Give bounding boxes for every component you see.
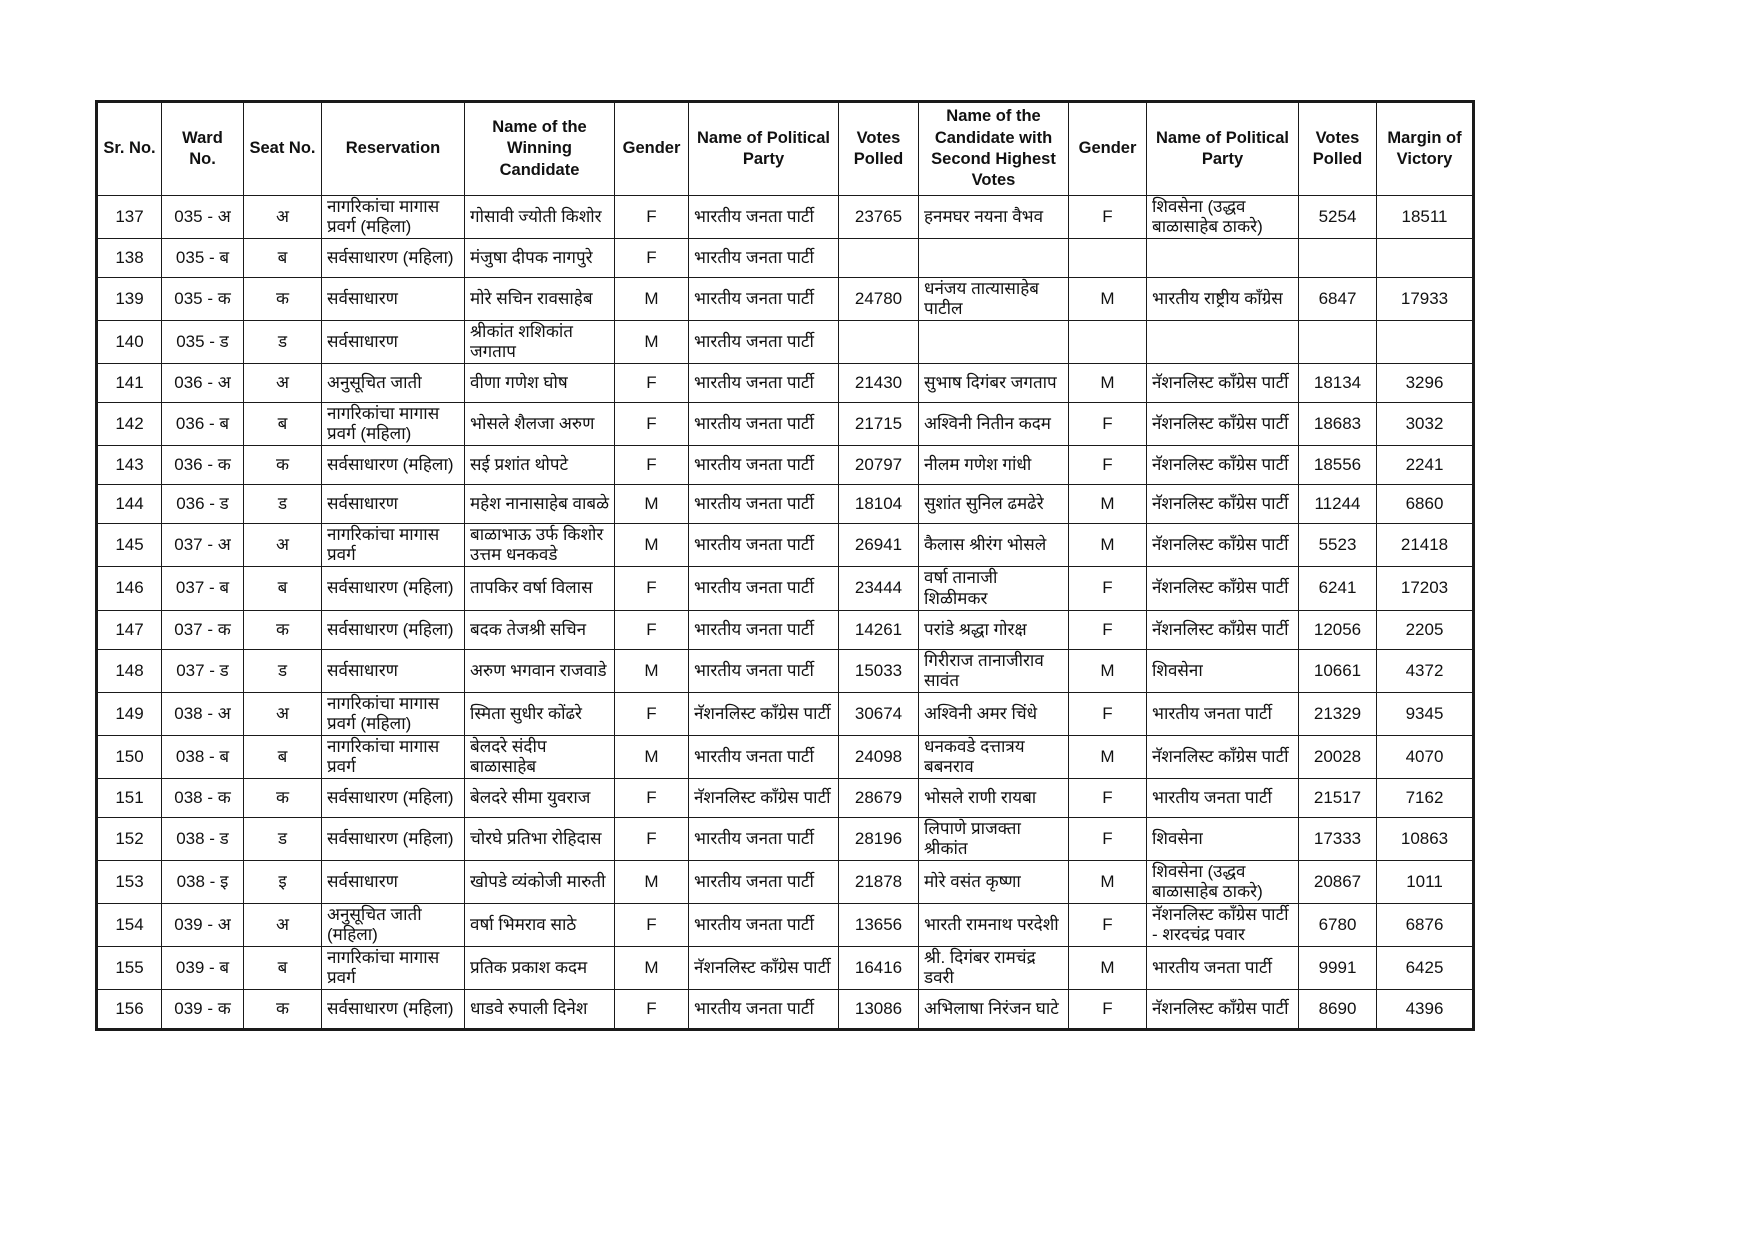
table-cell: M xyxy=(1069,524,1147,567)
table-cell: श्रीकांत शशिकांत जगताप xyxy=(465,321,615,364)
table-cell: नॅशनलिस्ट काँग्रेस पार्टी xyxy=(1147,735,1299,778)
table-cell: F xyxy=(615,610,689,649)
table-cell: अ xyxy=(244,196,322,239)
table-cell: सर्वसाधारण (महिला) xyxy=(322,610,465,649)
column-header: Sr. No. xyxy=(97,102,162,196)
table-cell: ड xyxy=(244,649,322,692)
table-cell: 6425 xyxy=(1377,947,1474,990)
table-cell: 4396 xyxy=(1377,990,1474,1030)
table-cell: 038 - ब xyxy=(162,735,244,778)
table-cell: F xyxy=(615,364,689,403)
table-cell: 038 - क xyxy=(162,778,244,817)
table-cell: भोसले शैलजा अरुण xyxy=(465,403,615,446)
table-cell: अरुण भगवान राजवाडे xyxy=(465,649,615,692)
table-cell: 152 xyxy=(97,817,162,860)
table-cell xyxy=(1299,321,1377,364)
table-cell: नागरिकांचा मागास प्रवर्ग (महिला) xyxy=(322,403,465,446)
table-cell: नॅशनलिस्ट काँग्रेस पार्टी xyxy=(1147,446,1299,485)
table-cell: M xyxy=(615,649,689,692)
table-cell: 1011 xyxy=(1377,860,1474,903)
table-cell: 035 - ब xyxy=(162,239,244,278)
table-cell: 10661 xyxy=(1299,649,1377,692)
table-cell: शिवसेना xyxy=(1147,649,1299,692)
table-cell: भारतीय जनता पार्टी xyxy=(689,817,839,860)
table-cell: धनंजय तात्यासाहेब पाटील xyxy=(919,278,1069,321)
table-cell: 140 xyxy=(97,321,162,364)
table-row xyxy=(97,610,1474,649)
table-cell: M xyxy=(1069,735,1147,778)
table-cell: 039 - अ xyxy=(162,904,244,947)
table-cell: 154 xyxy=(97,904,162,947)
table-row xyxy=(97,990,1474,1030)
table-cell: मोरे वसंत कृष्णा xyxy=(919,860,1069,903)
table-cell: 24780 xyxy=(839,278,919,321)
table-cell: भारतीय जनता पार्टी xyxy=(689,860,839,903)
table-cell: 15033 xyxy=(839,649,919,692)
table-cell: वीणा गणेश घोष xyxy=(465,364,615,403)
table-cell: F xyxy=(1069,692,1147,735)
table-cell: 6876 xyxy=(1377,904,1474,947)
table-cell: 5254 xyxy=(1299,196,1377,239)
table-cell: 146 xyxy=(97,567,162,610)
table-cell: सर्वसाधारण (महिला) xyxy=(322,567,465,610)
table-row xyxy=(97,239,1474,278)
table-cell: F xyxy=(1069,990,1147,1030)
table-cell: F xyxy=(615,990,689,1030)
table-cell: भारतीय जनता पार्टी xyxy=(1147,947,1299,990)
table-cell: बदक तेजश्री सचिन xyxy=(465,610,615,649)
table-cell: बेलदरे सीमा युवराज xyxy=(465,778,615,817)
table-cell: 147 xyxy=(97,610,162,649)
table-cell: 11244 xyxy=(1299,485,1377,524)
table-cell: सर्वसाधारण (महिला) xyxy=(322,778,465,817)
table-cell: नॅशनलिस्ट काँग्रेस पार्टी xyxy=(1147,610,1299,649)
table-cell: F xyxy=(1069,567,1147,610)
table-cell: अश्विनी अमर चिंधे xyxy=(919,692,1069,735)
table-cell: सर्वसाधारण (महिला) xyxy=(322,446,465,485)
table-cell: 037 - ब xyxy=(162,567,244,610)
table-cell: 038 - ड xyxy=(162,817,244,860)
table-cell: नॅशनलिस्ट काँग्रेस पार्टी xyxy=(1147,990,1299,1030)
table-cell: नागरिकांचा मागास प्रवर्ग (महिला) xyxy=(322,196,465,239)
column-header: Votes Polled xyxy=(839,102,919,196)
table-cell: 26941 xyxy=(839,524,919,567)
table-cell: भारती रामनाथ परदेशी xyxy=(919,904,1069,947)
column-header: Name of Political Party xyxy=(689,102,839,196)
table-cell: भारतीय राष्ट्रीय काँग्रेस xyxy=(1147,278,1299,321)
table-cell: ड xyxy=(244,321,322,364)
column-header: Gender xyxy=(615,102,689,196)
table-cell: 038 - अ xyxy=(162,692,244,735)
table-cell xyxy=(1299,239,1377,278)
table-cell: 6241 xyxy=(1299,567,1377,610)
table-cell: क xyxy=(244,990,322,1030)
table-cell: भारतीय जनता पार्टी xyxy=(689,649,839,692)
table-cell: अश्विनी नितीन कदम xyxy=(919,403,1069,446)
table-cell: 151 xyxy=(97,778,162,817)
table-cell: 036 - ब xyxy=(162,403,244,446)
table-cell: शिवसेना xyxy=(1147,817,1299,860)
table-cell: 17203 xyxy=(1377,567,1474,610)
table-cell: बाळाभाऊ उर्फ किशोर उत्तम धनकवडे xyxy=(465,524,615,567)
table-cell: क xyxy=(244,778,322,817)
table-cell: मोरे सचिन रावसाहेब xyxy=(465,278,615,321)
table-cell: भारतीय जनता पार्टी xyxy=(1147,778,1299,817)
table-row xyxy=(97,567,1474,610)
column-header: Seat No. xyxy=(244,102,322,196)
table-cell xyxy=(919,239,1069,278)
table-cell: भारतीय जनता पार्टी xyxy=(1147,692,1299,735)
table-cell: 037 - क xyxy=(162,610,244,649)
table-cell xyxy=(1377,239,1474,278)
table-cell xyxy=(919,321,1069,364)
table-cell: अभिलाषा निरंजन घाटे xyxy=(919,990,1069,1030)
table-cell: F xyxy=(1069,196,1147,239)
table-cell: अ xyxy=(244,904,322,947)
table-cell: 155 xyxy=(97,947,162,990)
table-cell: F xyxy=(1069,403,1147,446)
table-cell: 144 xyxy=(97,485,162,524)
table-cell: महेश नानासाहेब वाबळे xyxy=(465,485,615,524)
table-cell: 16416 xyxy=(839,947,919,990)
table-cell: 156 xyxy=(97,990,162,1030)
table-cell: F xyxy=(1069,817,1147,860)
table-row xyxy=(97,778,1474,817)
table-cell: 23444 xyxy=(839,567,919,610)
table-cell: 21878 xyxy=(839,860,919,903)
table-row xyxy=(97,860,1474,903)
table-cell: 150 xyxy=(97,735,162,778)
table-cell: चोरघे प्रतिभा रोहिदास xyxy=(465,817,615,860)
table-cell: 145 xyxy=(97,524,162,567)
table-cell: 141 xyxy=(97,364,162,403)
table-cell: 035 - क xyxy=(162,278,244,321)
table-cell: ब xyxy=(244,403,322,446)
table-cell: M xyxy=(615,860,689,903)
table-cell: F xyxy=(615,446,689,485)
table-cell: 036 - अ xyxy=(162,364,244,403)
table-cell: भोसले राणी रायबा xyxy=(919,778,1069,817)
table-cell: नागरिकांचा मागास प्रवर्ग (महिला) xyxy=(322,692,465,735)
table-cell: 037 - अ xyxy=(162,524,244,567)
table-cell: सर्वसाधारण (महिला) xyxy=(322,239,465,278)
table-cell: 9345 xyxy=(1377,692,1474,735)
table-cell: 039 - क xyxy=(162,990,244,1030)
table-cell: 5523 xyxy=(1299,524,1377,567)
table-cell: हनमघर नयना वैभव xyxy=(919,196,1069,239)
table-cell xyxy=(839,321,919,364)
table-cell: नॅशनलिस्ट काँग्रेस पार्टी xyxy=(1147,403,1299,446)
column-header: Name of Political Party xyxy=(1147,102,1299,196)
table-cell: 6780 xyxy=(1299,904,1377,947)
table-cell: ब xyxy=(244,239,322,278)
table-cell: F xyxy=(615,239,689,278)
table-cell: F xyxy=(615,904,689,947)
table-cell: सुभाष दिगंबर जगताप xyxy=(919,364,1069,403)
table-cell: 6847 xyxy=(1299,278,1377,321)
table-cell: नॅशनलिस्ट काँग्रेस पार्टी xyxy=(689,778,839,817)
column-header: Ward No. xyxy=(162,102,244,196)
table-cell: इ xyxy=(244,860,322,903)
table-cell: 23765 xyxy=(839,196,919,239)
column-header: Name of the Winning Candidate xyxy=(465,102,615,196)
table-cell: 2205 xyxy=(1377,610,1474,649)
table-cell: F xyxy=(1069,446,1147,485)
column-header: Margin of Victory xyxy=(1377,102,1474,196)
table-cell xyxy=(1147,321,1299,364)
table-cell: 21329 xyxy=(1299,692,1377,735)
table-cell: 7162 xyxy=(1377,778,1474,817)
table-cell: सर्वसाधारण xyxy=(322,860,465,903)
results-table xyxy=(95,100,1475,1031)
table-cell: सर्वसाधारण (महिला) xyxy=(322,817,465,860)
table-cell: कैलास श्रीरंग भोसले xyxy=(919,524,1069,567)
table-cell: भारतीय जनता पार्टी xyxy=(689,485,839,524)
table-cell: 20028 xyxy=(1299,735,1377,778)
table-cell: लिपाणे प्राजक्ता श्रीकांत xyxy=(919,817,1069,860)
table-row xyxy=(97,196,1474,239)
table-cell: ड xyxy=(244,485,322,524)
table-cell: 2241 xyxy=(1377,446,1474,485)
table-cell: M xyxy=(1069,649,1147,692)
table-cell: नीलम गणेश गांधी xyxy=(919,446,1069,485)
table-cell: 038 - इ xyxy=(162,860,244,903)
table-cell: सुशांत सुनिल ढमढेरे xyxy=(919,485,1069,524)
table-cell: शिवसेना (उद्धव बाळासाहेब ठाकरे) xyxy=(1147,860,1299,903)
table-cell: M xyxy=(1069,947,1147,990)
table-cell: बेलदरे संदीप बाळासाहेब xyxy=(465,735,615,778)
table-cell: नागरिकांचा मागास प्रवर्ग xyxy=(322,947,465,990)
table-cell: सर्वसाधारण xyxy=(322,485,465,524)
table-row xyxy=(97,692,1474,735)
table-cell xyxy=(839,239,919,278)
table-cell: 18511 xyxy=(1377,196,1474,239)
table-row xyxy=(97,817,1474,860)
table-cell: 138 xyxy=(97,239,162,278)
table-cell: नॅशनलिस्ट काँग्रेस पार्टी xyxy=(689,692,839,735)
table-cell: भारतीय जनता पार्टी xyxy=(689,904,839,947)
table-cell: 17933 xyxy=(1377,278,1474,321)
table-cell: नॅशनलिस्ट काँग्रेस पार्टी - शरदचंद्र पवार xyxy=(1147,904,1299,947)
table-row xyxy=(97,364,1474,403)
column-header: Name of the Candidate with Second Highest Votes xyxy=(919,102,1069,196)
table-cell: F xyxy=(615,196,689,239)
table-cell: 14261 xyxy=(839,610,919,649)
table-cell: अनुसूचित जाती xyxy=(322,364,465,403)
table-cell: 18683 xyxy=(1299,403,1377,446)
table-cell: क xyxy=(244,446,322,485)
table-cell: ब xyxy=(244,735,322,778)
table-cell: ब xyxy=(244,567,322,610)
table-row xyxy=(97,649,1474,692)
table-cell: शिवसेना (उद्धव बाळासाहेब ठाकरे) xyxy=(1147,196,1299,239)
table-cell: सर्वसाधारण xyxy=(322,649,465,692)
table-cell: भारतीय जनता पार्टी xyxy=(689,567,839,610)
table-cell: ब xyxy=(244,947,322,990)
table-cell: अ xyxy=(244,364,322,403)
table-cell: M xyxy=(615,735,689,778)
table-row xyxy=(97,446,1474,485)
table-cell: ड xyxy=(244,817,322,860)
table-cell: 4070 xyxy=(1377,735,1474,778)
table-cell: 139 xyxy=(97,278,162,321)
table-cell: सर्वसाधारण xyxy=(322,278,465,321)
table-cell: भारतीय जनता पार्टी xyxy=(689,278,839,321)
table-cell: 3032 xyxy=(1377,403,1474,446)
table-cell: भारतीय जनता पार्टी xyxy=(689,990,839,1030)
table-cell: अ xyxy=(244,524,322,567)
table-cell: नॅशनलिस्ट काँग्रेस पार्टी xyxy=(1147,485,1299,524)
table-cell: F xyxy=(1069,904,1147,947)
table-cell: तापकिर वर्षा विलास xyxy=(465,567,615,610)
table-row xyxy=(97,947,1474,990)
table-cell: प्रतिक प्रकाश कदम xyxy=(465,947,615,990)
table-cell: 4372 xyxy=(1377,649,1474,692)
table-row xyxy=(97,321,1474,364)
column-header: Gender xyxy=(1069,102,1147,196)
table-cell: 035 - ड xyxy=(162,321,244,364)
table-cell: गिरीराज तानाजीराव सावंत xyxy=(919,649,1069,692)
table-cell: 24098 xyxy=(839,735,919,778)
table-cell: F xyxy=(615,778,689,817)
table-cell: गोसावी ज्योती किशोर xyxy=(465,196,615,239)
table-cell: 035 - अ xyxy=(162,196,244,239)
table-row xyxy=(97,278,1474,321)
table-cell: नॅशनलिस्ट काँग्रेस पार्टी xyxy=(1147,524,1299,567)
table-cell: सर्वसाधारण (महिला) xyxy=(322,990,465,1030)
table-cell: भारतीय जनता पार्टी xyxy=(689,196,839,239)
table-cell: नागरिकांचा मागास प्रवर्ग xyxy=(322,735,465,778)
table-cell: 13656 xyxy=(839,904,919,947)
table-cell: परांडे श्रद्धा गोरक्ष xyxy=(919,610,1069,649)
table-cell xyxy=(1147,239,1299,278)
table-cell: 137 xyxy=(97,196,162,239)
table-cell xyxy=(1069,321,1147,364)
table-cell xyxy=(1377,321,1474,364)
table-cell: भारतीय जनता पार्टी xyxy=(689,610,839,649)
table-cell: 20797 xyxy=(839,446,919,485)
table-cell: धनकवडे दत्तात्रय बबनराव xyxy=(919,735,1069,778)
table-cell: 10863 xyxy=(1377,817,1474,860)
table-cell: 3296 xyxy=(1377,364,1474,403)
table-cell: 149 xyxy=(97,692,162,735)
table-cell: नॅशनलिस्ट काँग्रेस पार्टी xyxy=(689,947,839,990)
column-header: Votes Polled xyxy=(1299,102,1377,196)
table-cell: 13086 xyxy=(839,990,919,1030)
table-cell: 20867 xyxy=(1299,860,1377,903)
table-cell: भारतीय जनता पार्टी xyxy=(689,364,839,403)
table-cell: 143 xyxy=(97,446,162,485)
table-cell: 18556 xyxy=(1299,446,1377,485)
table-cell: F xyxy=(615,567,689,610)
table-row xyxy=(97,403,1474,446)
table-cell: मंजुषा दीपक नागपुरे xyxy=(465,239,615,278)
table-cell: 039 - ब xyxy=(162,947,244,990)
table-cell: वर्षा भिमराव साठे xyxy=(465,904,615,947)
table-cell: सई प्रशांत थोपटे xyxy=(465,446,615,485)
table-cell: सर्वसाधारण xyxy=(322,321,465,364)
table-cell: स्मिता सुधीर कोंढरे xyxy=(465,692,615,735)
table-cell: नॅशनलिस्ट काँग्रेस पार्टी xyxy=(1147,364,1299,403)
table-cell: 142 xyxy=(97,403,162,446)
table-cell: M xyxy=(615,485,689,524)
table-cell: क xyxy=(244,278,322,321)
table-cell: 21715 xyxy=(839,403,919,446)
table-cell: 12056 xyxy=(1299,610,1377,649)
table-cell: M xyxy=(1069,860,1147,903)
table-cell: M xyxy=(1069,278,1147,321)
table-cell: M xyxy=(615,321,689,364)
table-cell: भारतीय जनता पार्टी xyxy=(689,446,839,485)
table-cell: 037 - ड xyxy=(162,649,244,692)
table-cell: भारतीय जनता पार्टी xyxy=(689,403,839,446)
table-cell: वर्षा तानाजी शिळीमकर xyxy=(919,567,1069,610)
table-cell: श्री. दिगंबर रामचंद्र डवरी xyxy=(919,947,1069,990)
table-cell: 6860 xyxy=(1377,485,1474,524)
table-row xyxy=(97,735,1474,778)
table-cell: M xyxy=(615,524,689,567)
table-cell: भारतीय जनता पार्टी xyxy=(689,735,839,778)
table-cell: धाडवे रुपाली दिनेश xyxy=(465,990,615,1030)
table-cell: 28679 xyxy=(839,778,919,817)
table-cell: 17333 xyxy=(1299,817,1377,860)
table-cell: M xyxy=(615,947,689,990)
table-cell: 9991 xyxy=(1299,947,1377,990)
table-cell: 148 xyxy=(97,649,162,692)
table-cell: 153 xyxy=(97,860,162,903)
table-cell: M xyxy=(615,278,689,321)
column-header: Reservation xyxy=(322,102,465,196)
table-cell: क xyxy=(244,610,322,649)
table-cell: 18134 xyxy=(1299,364,1377,403)
table-cell: 30674 xyxy=(839,692,919,735)
table-cell: F xyxy=(615,817,689,860)
table-row xyxy=(97,524,1474,567)
table-cell: F xyxy=(615,692,689,735)
table-cell: 21430 xyxy=(839,364,919,403)
table-cell: भारतीय जनता पार्टी xyxy=(689,239,839,278)
table-cell: F xyxy=(1069,778,1147,817)
table-row xyxy=(97,904,1474,947)
table-cell: M xyxy=(1069,485,1147,524)
table-cell: 036 - ड xyxy=(162,485,244,524)
table-cell: नागरिकांचा मागास प्रवर्ग xyxy=(322,524,465,567)
table-cell: 036 - क xyxy=(162,446,244,485)
table-cell: 21418 xyxy=(1377,524,1474,567)
table-cell: 28196 xyxy=(839,817,919,860)
table-cell: 21517 xyxy=(1299,778,1377,817)
table-cell: F xyxy=(615,403,689,446)
table-cell: 18104 xyxy=(839,485,919,524)
table-cell: खोपडे व्यंकोजी मारुती xyxy=(465,860,615,903)
table-row xyxy=(97,485,1474,524)
header-row xyxy=(97,102,1474,196)
table-cell: भारतीय जनता पार्टी xyxy=(689,321,839,364)
table-cell: भारतीय जनता पार्टी xyxy=(689,524,839,567)
table-cell: अनुसूचित जाती (महिला) xyxy=(322,904,465,947)
table-cell xyxy=(1069,239,1147,278)
table-cell: F xyxy=(1069,610,1147,649)
table-cell: नॅशनलिस्ट काँग्रेस पार्टी xyxy=(1147,567,1299,610)
table-cell: 8690 xyxy=(1299,990,1377,1030)
table-cell: अ xyxy=(244,692,322,735)
table-cell: M xyxy=(1069,364,1147,403)
